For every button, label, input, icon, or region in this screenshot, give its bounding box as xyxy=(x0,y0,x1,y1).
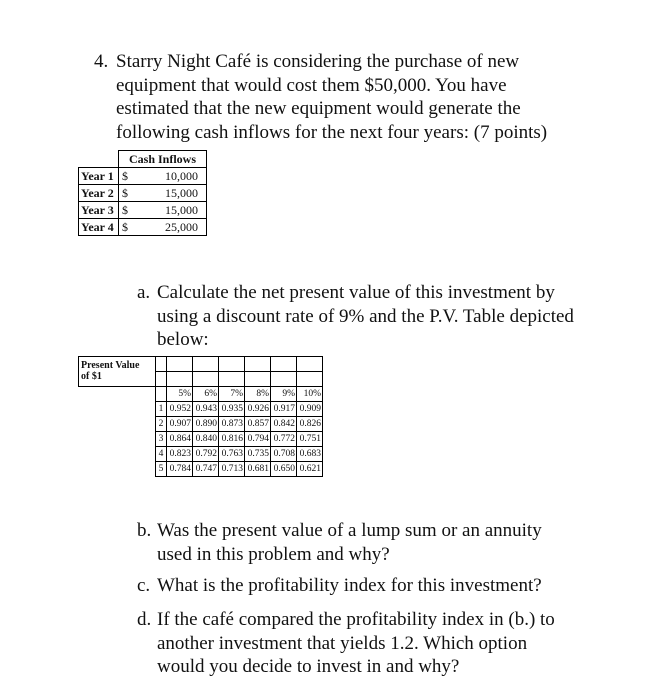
cash-amount: 15,000 xyxy=(149,202,207,219)
cash-amount: 25,000 xyxy=(149,219,207,236)
pv-factor: 0.763 xyxy=(219,447,245,462)
rate-header: 7% xyxy=(219,387,245,402)
present-value-table xyxy=(78,356,323,477)
table-header-row xyxy=(79,151,207,168)
table-row xyxy=(79,432,323,447)
pv-factor: 0.943 xyxy=(193,402,219,417)
part-c-line: What is the profitability index for this investment? xyxy=(157,575,542,596)
period-number: 1 xyxy=(156,402,167,417)
pv-table-title xyxy=(79,357,156,387)
pv-factor: 0.935 xyxy=(219,402,245,417)
question-line: estimated that the new equipment would generate the xyxy=(116,98,521,119)
pv-factor: 0.650 xyxy=(271,462,297,477)
part-a-line: below: xyxy=(157,329,209,350)
pv-factor: 0.840 xyxy=(193,432,219,447)
dollar-sign: $ xyxy=(119,168,150,185)
table-row xyxy=(79,462,323,477)
period-number: 2 xyxy=(156,417,167,432)
question-line: following cash inflows for the next four years: (7 points) xyxy=(116,121,548,143)
period-number: 5 xyxy=(156,462,167,477)
pv-factor: 0.917 xyxy=(271,402,297,417)
pv-factor: 0.792 xyxy=(193,447,219,462)
question-number: 4. xyxy=(94,51,109,72)
dollar-sign: $ xyxy=(119,202,150,219)
pv-factor: 0.708 xyxy=(271,447,297,462)
table-row xyxy=(79,402,323,417)
table-corner-cell xyxy=(79,151,119,168)
rate-header: 5% xyxy=(167,387,193,402)
rate-header-row xyxy=(79,387,323,402)
pv-factor: 0.751 xyxy=(297,432,323,447)
part-a-line: Calculate the net present value of this investment by xyxy=(157,282,555,303)
period-number: 3 xyxy=(156,432,167,447)
pv-factor: 0.890 xyxy=(193,417,219,432)
pv-factor: 0.907 xyxy=(167,417,193,432)
pv-factor: 0.864 xyxy=(167,432,193,447)
part-b-label: b. xyxy=(137,520,152,541)
part-b-text xyxy=(157,519,542,566)
dollar-sign: $ xyxy=(119,185,150,202)
year-label: Year 1 xyxy=(79,168,119,185)
pv-factor: 0.952 xyxy=(167,402,193,417)
year-label: Year 4 xyxy=(79,219,119,236)
question-line: Starry Night Café is considering the purchase of new xyxy=(116,51,520,72)
pv-factor: 0.713 xyxy=(219,462,245,477)
rate-header: 8% xyxy=(245,387,271,402)
cash-inflows-table xyxy=(78,150,207,236)
pv-factor: 0.909 xyxy=(297,402,323,417)
cash-inflows-header: Cash Inflows xyxy=(119,151,207,168)
rate-header: 9% xyxy=(271,387,297,402)
table-row xyxy=(79,447,323,462)
cash-amount: 10,000 xyxy=(149,168,207,185)
pv-factor: 0.747 xyxy=(193,462,219,477)
table-row xyxy=(79,417,323,432)
part-c-text xyxy=(157,574,542,598)
table-row xyxy=(79,219,207,236)
table-row xyxy=(79,168,207,185)
pv-factor: 0.873 xyxy=(219,417,245,432)
part-d-line: would you decide to invest in and why? xyxy=(157,656,460,677)
table-row xyxy=(79,185,207,202)
pv-factor: 0.816 xyxy=(219,432,245,447)
part-a-label: a. xyxy=(137,282,151,303)
question-text xyxy=(116,50,568,144)
year-label: Year 3 xyxy=(79,202,119,219)
part-b-line: used in this problem and why? xyxy=(157,543,390,565)
rate-header: 10% xyxy=(297,387,323,402)
part-c-label: c. xyxy=(137,575,151,596)
pv-factor: 0.621 xyxy=(297,462,323,477)
part-d-line: If the café compared the profitability index in (b.) to xyxy=(157,609,555,630)
pv-factor: 0.826 xyxy=(297,417,323,432)
part-b-line: Was the present value of a lump sum or an annuity xyxy=(157,520,542,541)
table-row xyxy=(79,357,323,372)
part-a-text xyxy=(157,281,574,352)
pv-title-line: of $1 xyxy=(81,371,102,382)
pv-factor: 0.681 xyxy=(245,462,271,477)
pv-title-line: Present Value xyxy=(81,360,140,371)
question-line: equipment that would cost them $50,000. You have xyxy=(116,74,507,96)
pv-factor: 0.857 xyxy=(245,417,271,432)
pv-factor: 0.823 xyxy=(167,447,193,462)
pv-factor: 0.784 xyxy=(167,462,193,477)
rate-header: 6% xyxy=(193,387,219,402)
part-d-text xyxy=(157,608,555,679)
period-number: 4 xyxy=(156,447,167,462)
cash-amount: 15,000 xyxy=(149,185,207,202)
pv-factor: 0.842 xyxy=(271,417,297,432)
pv-factor: 0.683 xyxy=(297,447,323,462)
pv-factor: 0.735 xyxy=(245,447,271,462)
table-row xyxy=(79,202,207,219)
pv-factor: 0.772 xyxy=(271,432,297,447)
part-d-label: d. xyxy=(137,609,152,630)
pv-factor: 0.794 xyxy=(245,432,271,447)
year-label: Year 2 xyxy=(79,185,119,202)
part-a-line: using a discount rate of 9% and the P.V. Table depicted xyxy=(157,305,574,327)
pv-factor: 0.926 xyxy=(245,402,271,417)
part-d-line: another investment that yields 1.2. Which option xyxy=(157,632,528,654)
dollar-sign: $ xyxy=(119,219,150,236)
